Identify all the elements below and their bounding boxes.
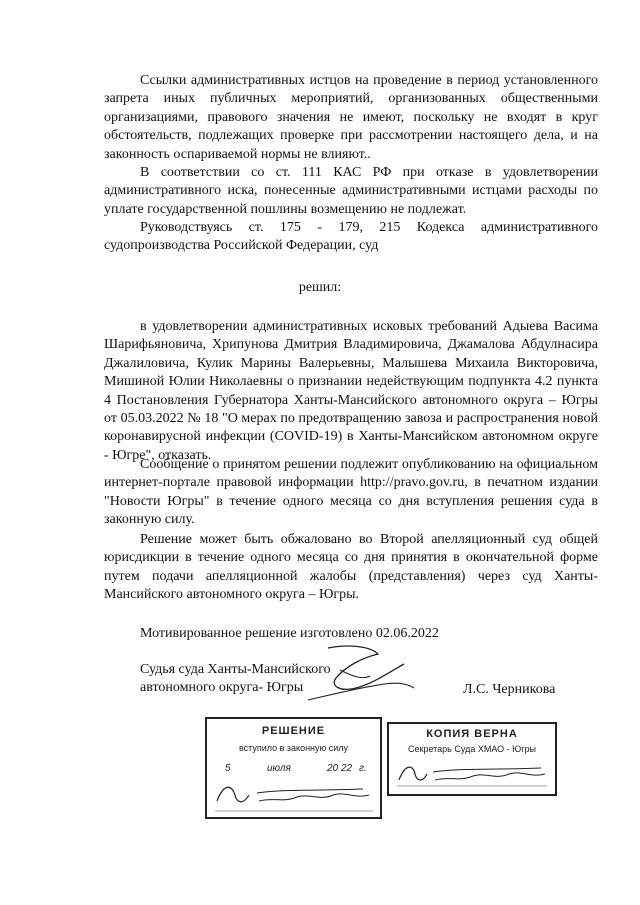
stamp-year-prefix: 20 — [327, 763, 339, 774]
stamp-title: РЕШЕНИЕ — [261, 725, 326, 737]
judge-title-line1: Судья суда Ханты-Мансийского — [140, 662, 331, 677]
copy-signature-icon — [395, 758, 551, 792]
stamp-day: 5 — [225, 763, 231, 774]
stamp-copy-title: КОПИЯ ВЕРНА — [426, 728, 518, 740]
judge-title-line2: автономного округа- Югры — [140, 680, 304, 695]
paragraph-court-costs: В соответствии со ст. 111 КАС РФ при отказе в удовлетворении административного иска, понесенные административными истцами расходы по уплате государственной пошлины возмещению не подлежат. — [104, 165, 598, 217]
stamp-year-suffix: 22 — [341, 763, 353, 774]
judge-name: Л.С. Черникова — [463, 682, 556, 697]
stamp-signature-icon — [213, 777, 378, 817]
true-copy-stamp — [387, 722, 557, 796]
resolution-heading: решил: — [298, 280, 342, 295]
paragraph-decision: в удовлетворении административных исковых требований Адыева Васима Шарифьяновича, Хрипунова Дмитрия Владимировича, Джамалова Абдулнасира Джалиловича, Кулик Марины Валерьевны, Малышева Михаила Викторовича, Мишиной Юлии Николаевны о признании недействующим подпункта 4.2 пункта 4 Постановления Губернатора Ханты-Мансийского автономного округа – Югры от 05.03.2022 № 18 "О мерах по предотвращению завоза и распространения новой коронавирусной инфекции (COVID-19) в Ханты-Мансийском автономном округе - Югре", отказать. — [104, 319, 598, 463]
stamp-year-mark: г. — [359, 763, 367, 774]
motivated-decision-date: Мотивированное решение изготовлено 02.06.2022 — [140, 626, 439, 641]
stamp-month: июля — [267, 763, 291, 774]
legal-force-stamp — [205, 717, 382, 819]
judge-signature-icon — [300, 640, 420, 720]
paragraph-references: Ссылки административных истцов на проведение в период установленного запрета иных публичных мероприятий, организованных общественными организациями, правового значения не имеют, поскольку не входят в круг обстоятельств, подлежащих проверке при рассмотрении настоящего дела, и на законность оспариваемой нормы не влияют.. — [104, 73, 598, 162]
stamp-subtitle: вступило в законную силу — [238, 743, 349, 753]
paragraph-publication: Сообщение о принятом решении подлежит опубликованию на официальном интернет-портале правовой информации http://pravo.gov.ru, в печатном издании "Новости Югры" в течение одного месяца со дня вступления решения суда в законную силу. — [104, 457, 598, 528]
paragraph-guided-by: Руководствуясь ст. 175 - 179, 215 Кодекса административного судопроизводства Российской Федерации, суд — [104, 220, 598, 254]
paragraph-appeal: Решение может быть обжаловано во Второй апелляционный суд общей юрисдикции в течение одного месяца со дня принятия в окончательной форме путем подачи апелляционной жалобы (представления) через суд Ханты-Мансийского автономного округа – Югры. — [104, 532, 598, 603]
stamp-copy-subtitle: Секретарь Суда ХМАО - Югры — [408, 744, 536, 754]
